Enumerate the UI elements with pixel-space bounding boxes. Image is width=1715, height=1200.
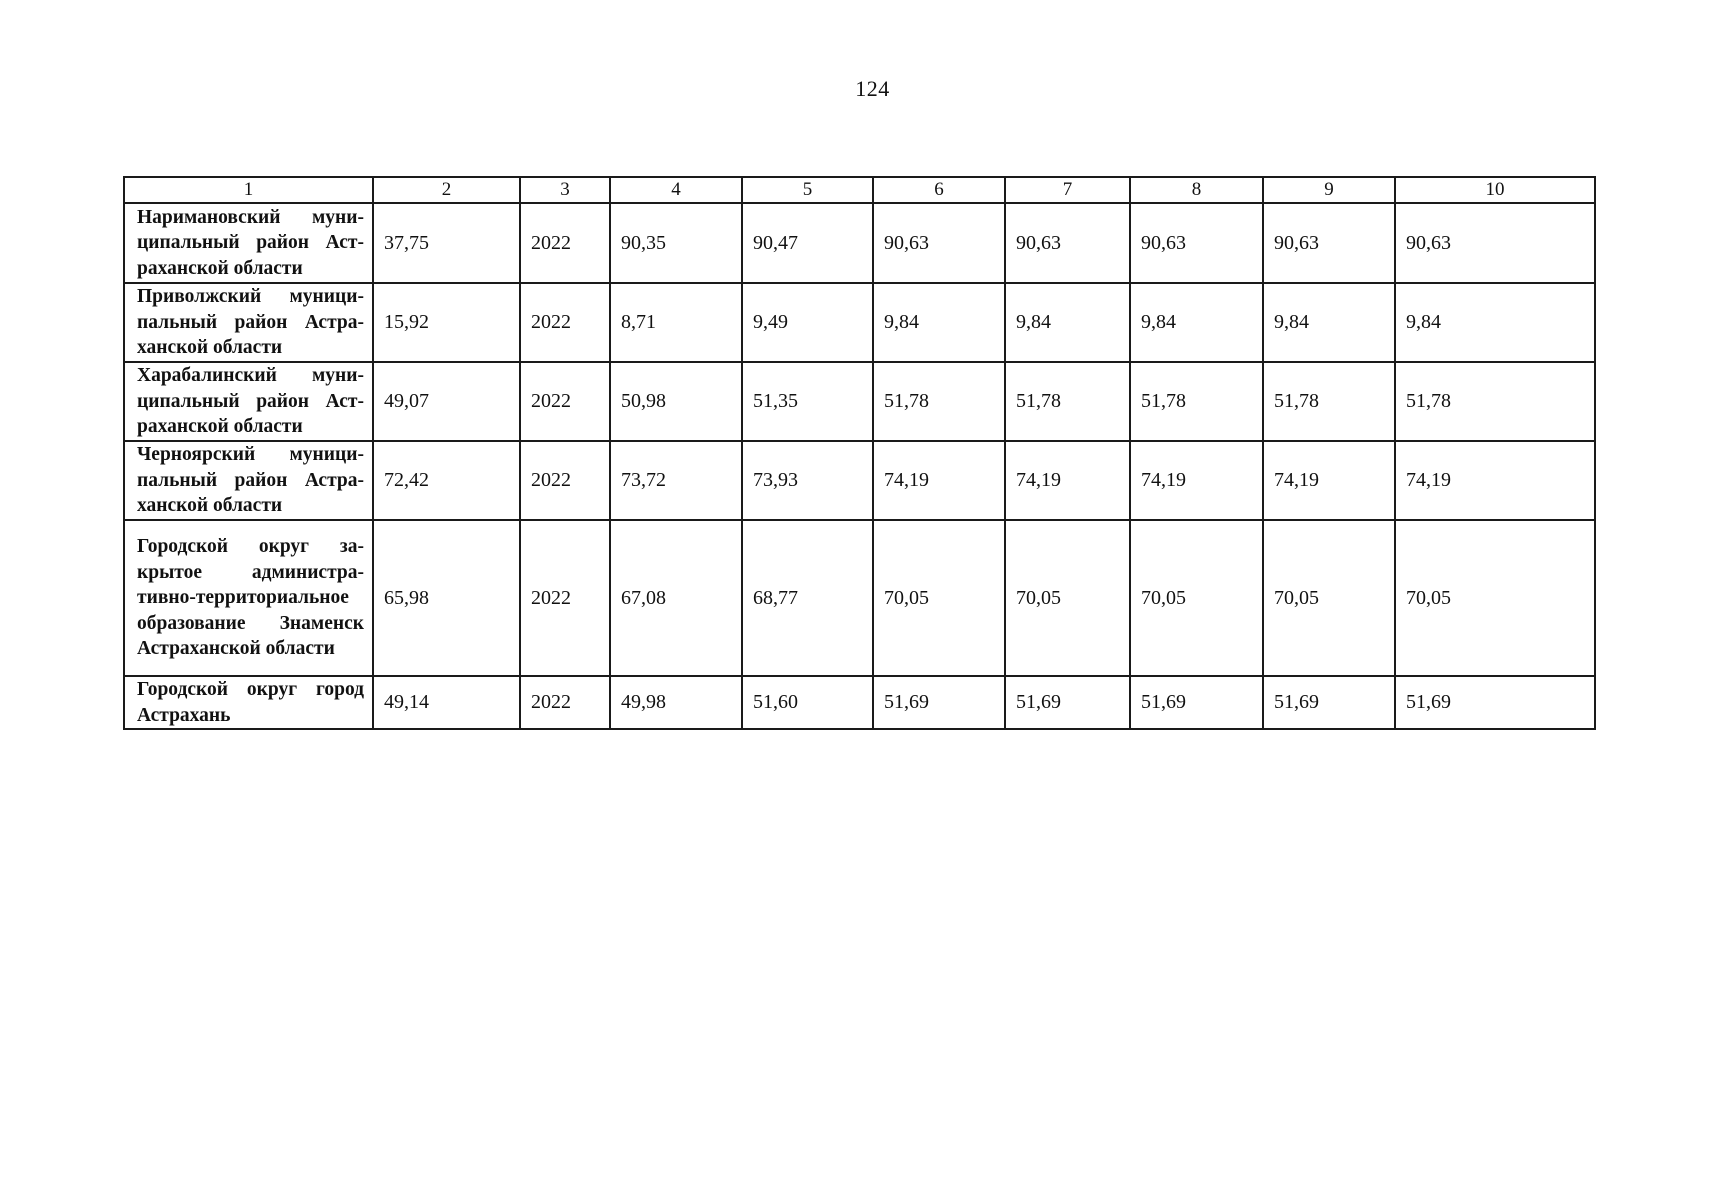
table-cell: 2022	[520, 203, 610, 283]
data-table	[123, 176, 1596, 730]
table-cell: 9,84	[1005, 283, 1130, 362]
table-cell: 51,78	[1395, 362, 1595, 441]
table-cell: 70,05	[1395, 520, 1595, 676]
table-cell: 2022	[520, 441, 610, 520]
table-cell: 2022	[520, 676, 610, 729]
table-cell: 51,69	[1130, 676, 1263, 729]
row-name: Черноярский муниципальный район Астраханской области	[124, 441, 373, 520]
row-name: Харабалинский муниципальный район Астраханской области	[124, 362, 373, 441]
table-cell: 49,98	[610, 676, 742, 729]
table-row	[124, 283, 1595, 362]
table-cell: 70,05	[873, 520, 1005, 676]
table-cell: 51,78	[1005, 362, 1130, 441]
table-cell: 90,63	[1130, 203, 1263, 283]
column-header: 8	[1130, 177, 1263, 203]
table-row	[124, 676, 1595, 729]
table-cell: 9,84	[1395, 283, 1595, 362]
table-cell: 74,19	[1263, 441, 1395, 520]
table-cell: 90,63	[873, 203, 1005, 283]
table-cell: 51,78	[873, 362, 1005, 441]
table-cell: 37,75	[373, 203, 520, 283]
column-header: 7	[1005, 177, 1130, 203]
column-number-row	[124, 177, 1595, 203]
table-cell: 49,14	[373, 676, 520, 729]
table-cell: 50,98	[610, 362, 742, 441]
column-header: 2	[373, 177, 520, 203]
table-cell: 65,98	[373, 520, 520, 676]
table-cell: 9,84	[1263, 283, 1395, 362]
table-cell: 90,63	[1263, 203, 1395, 283]
table-row	[124, 520, 1595, 676]
table-cell: 73,93	[742, 441, 873, 520]
table-cell: 15,92	[373, 283, 520, 362]
table-cell: 51,69	[1395, 676, 1595, 729]
table-row	[124, 441, 1595, 520]
table-cell: 8,71	[610, 283, 742, 362]
column-header: 3	[520, 177, 610, 203]
table-cell: 2022	[520, 283, 610, 362]
table-cell: 51,78	[1130, 362, 1263, 441]
table-row	[124, 203, 1595, 283]
table-cell: 49,07	[373, 362, 520, 441]
table-cell: 9,84	[1130, 283, 1263, 362]
table-cell: 51,78	[1263, 362, 1395, 441]
table-row	[124, 362, 1595, 441]
table-cell: 74,19	[1005, 441, 1130, 520]
row-name: Наримановский муниципальный район Астраханской области	[124, 203, 373, 283]
column-header: 4	[610, 177, 742, 203]
table-cell: 90,63	[1395, 203, 1595, 283]
column-header: 10	[1395, 177, 1595, 203]
column-header: 5	[742, 177, 873, 203]
row-name: Приволжский муниципальный район Астраханской области	[124, 283, 373, 362]
table-cell: 51,60	[742, 676, 873, 729]
table-cell: 9,49	[742, 283, 873, 362]
table-cell: 74,19	[873, 441, 1005, 520]
table-cell: 2022	[520, 520, 610, 676]
table-cell: 74,19	[1130, 441, 1263, 520]
row-name: Городской округ город Астрахань	[124, 676, 373, 729]
table-cell: 90,63	[1005, 203, 1130, 283]
table-cell: 51,69	[873, 676, 1005, 729]
table-cell: 73,72	[610, 441, 742, 520]
table-cell: 67,08	[610, 520, 742, 676]
table-cell: 2022	[520, 362, 610, 441]
page-number: 124	[855, 76, 890, 101]
table-cell: 74,19	[1395, 441, 1595, 520]
column-header: 6	[873, 177, 1005, 203]
table-cell: 70,05	[1005, 520, 1130, 676]
table-cell: 70,05	[1130, 520, 1263, 676]
table-cell: 90,35	[610, 203, 742, 283]
table-cell: 51,35	[742, 362, 873, 441]
table-cell: 68,77	[742, 520, 873, 676]
table-cell: 9,84	[873, 283, 1005, 362]
table-cell: 70,05	[1263, 520, 1395, 676]
column-header: 9	[1263, 177, 1395, 203]
table-cell: 72,42	[373, 441, 520, 520]
table-cell: 90,47	[742, 203, 873, 283]
row-name: Городской округ закрытое административно-территориальное образование Знаменск Астраханской области	[124, 520, 373, 676]
table-cell: 51,69	[1263, 676, 1395, 729]
column-header: 1	[124, 177, 373, 203]
table-cell: 51,69	[1005, 676, 1130, 729]
